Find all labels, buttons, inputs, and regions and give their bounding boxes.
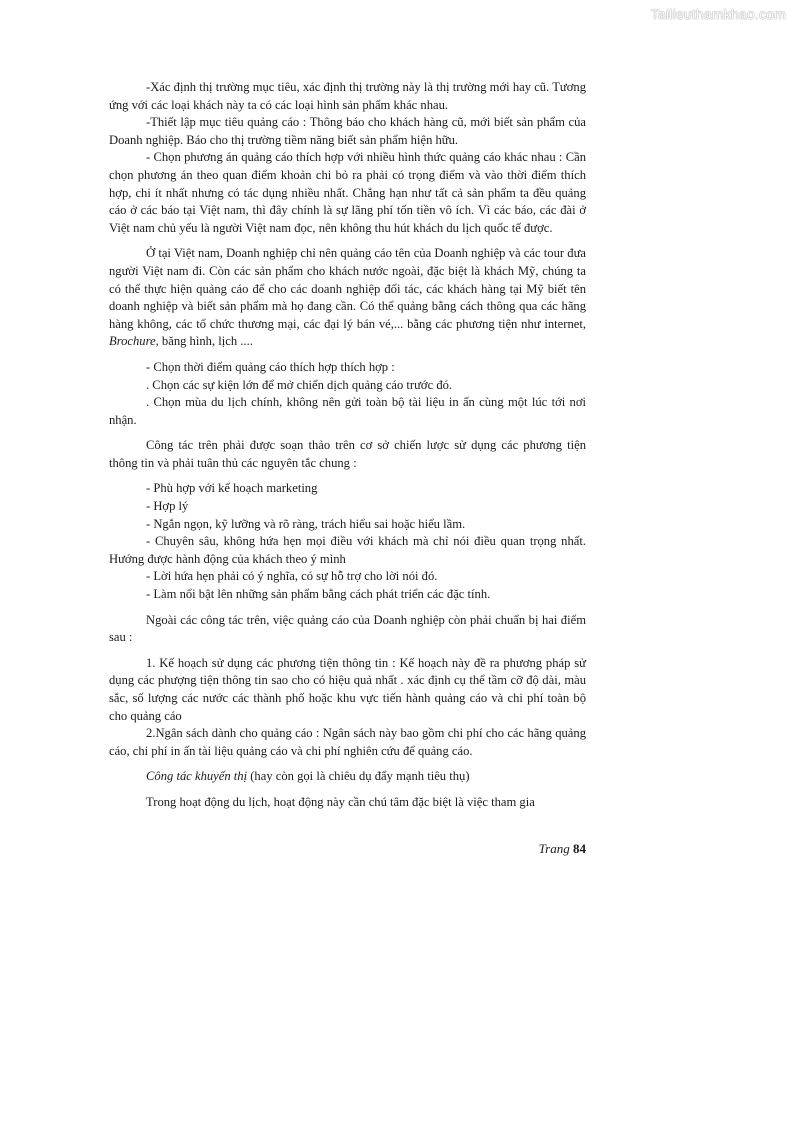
list-item: - Làm nổi bật lên những sản phẩm bằng cách phát triển các đặc tính.	[146, 587, 491, 602]
paragraph: - Chọn phương án quảng cáo thích hợp với nhiều hình thức quảng cáo khác nhau : Cần chọn phương án theo quan điểm khoản chi bỏ ra phải có trọng điểm và vào thời điểm thích hợp, chi ít nhất nhưng có tác dụng nhiều nhất. Chẳng hạn như tất cả sản phẩm ta đều quảng cáo ở các báo tại Việt nam, thì đây chính là sự lãng phí tốn tiền vô ích. Vì các báo, các đài ở Việt nam chủ yếu là người Việt nam đọc, nên không thu hút khách du lịch quốc tế được.	[109, 150, 586, 235]
list-item: - Phù hợp với kế hoạch marketing	[146, 481, 318, 496]
page-number: 84	[573, 841, 586, 856]
paragraph	[109, 245, 586, 351]
page-footer	[109, 841, 586, 857]
paragraph: Công tác trên phải được soạn thảo trên cơ sở chiến lược sử dụng các phương tiện thông tin và phải tuân thủ các nguyên tắc chung :	[109, 438, 586, 470]
heading-note: (hay còn gọi là chiêu dụ đẩy mạnh tiêu thụ)	[250, 769, 470, 784]
list-item: - Chuyên sâu, không hứa hẹn mọi điều với khách mà chỉ nói điều quan trọng nhất. Hướng được hành động của khách theo ý mình	[109, 534, 586, 566]
section-heading	[109, 768, 586, 786]
paragraph: - Chọn thời điểm quảng cáo thích hợp thích hợp :	[146, 359, 395, 374]
paragraph: . Chọn các sự kiện lớn để mở chiến dịch quảng cáo trước đó.	[146, 377, 453, 392]
paragraph: Trong hoạt động du lịch, hoạt động này cần chú tâm đặc biệt là việc tham gia	[146, 794, 535, 809]
watermark-logo: Tailieuthamkhao.com	[650, 6, 786, 22]
list-item: - Hợp lý	[146, 499, 189, 514]
heading-italic: Công tác khuyến thị	[146, 769, 248, 784]
list-item: - Ngắn ngọn, kỹ lưỡng và rõ ràng, trách hiểu sai hoặc hiểu lầm.	[146, 516, 466, 531]
paragraph: Ngoài các công tác trên, việc quảng cáo của Doanh nghiệp còn phải chuẩn bị hai điểm sau :	[109, 612, 586, 645]
document-body	[109, 79, 586, 812]
page-label: Trang	[538, 841, 570, 856]
numbered-item: 2.Ngân sách dành cho quảng cáo : Ngân sách này bao gồm chi phí cho các hãng quảng cáo, chi phí in ấn tài liệu quảng cáo và chi phí nghiên cứu để quảng cáo.	[109, 726, 586, 758]
paragraph: -Xác định thị trường mục tiêu, xác định thị trường này là thị trường mới hay cũ. Tương ứng với các loại khách này ta có các loại hình sản phẩm khác nhau.	[109, 80, 586, 112]
paragraph: . Chọn mùa du lịch chính, không nên gửi toàn bộ tài liệu in ấn cùng một lúc tới nơi nhận.	[109, 395, 586, 427]
italic-term: Brochure,	[109, 334, 159, 349]
paragraph-text: băng hình, lịch ....	[158, 334, 253, 349]
paragraph-text: Ở tại Việt nam, Doanh nghiệp chỉ nên quảng cáo tên của Doanh nghiệp và các tour đưa người Việt nam đi. Còn các sản phẩm cho khách nước ngoài, đặc biệt là khách Mỹ, chúng ta có thể thực hiện quảng cáo để cho các doanh nghiệp đối tác, các khách hàng tại Mỹ biết tên doanh nghiệp và biết sản phẩm mà họ đang cần. Có thể quảng bằng cách thông qua các hãng hàng không, các tổ chức thương mại, các đại lý bán vé,... bằng các phương tiện như internet,	[109, 246, 586, 331]
paragraph: -Thiết lập mục tiêu quảng cáo : Thông báo cho khách hàng cũ, mới biết sản phẩm của Doanh nghiệp. Báo cho thị trường tiềm năng biết sản phẩm hiện hữu.	[109, 115, 586, 147]
list-item: - Lời hứa hẹn phải có ý nghĩa, có sự hỗ trợ cho lời nói đó.	[146, 569, 438, 584]
numbered-item: 1. Kế hoạch sử dụng các phương tiện thông tin : Kế hoạch này đề ra phương pháp sử dụng các phượng tiện thông tin sao cho có hiệu quả nhất . xác định cụ thể tầm cỡ độ dài, màu sắc, số lượng các nước các thành phố hoặc khu vực tiến hành quảng cáo và chi phí toàn bộ cho quảng cáo	[109, 655, 586, 723]
